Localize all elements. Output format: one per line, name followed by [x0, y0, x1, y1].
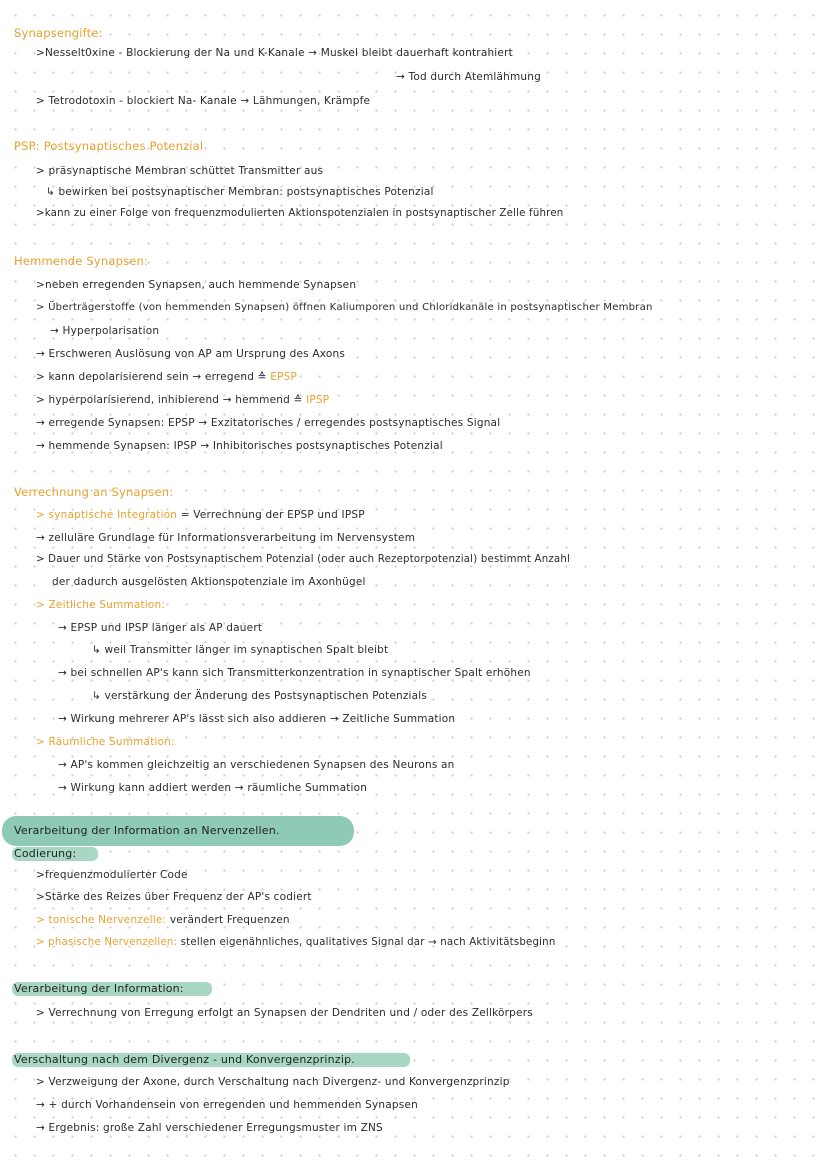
- note-line: > präsynaptische Membran schüttet Transmitter aus: [36, 165, 324, 177]
- subheading-zeitliche-summation: > Zeitliche Summation:: [36, 599, 166, 611]
- note-line: >frequenzmodulierter Code: [36, 869, 188, 881]
- note-line: > Verzweigung der Axone, durch Verschaltung nach Divergenz- und Konvergenzprinzip: [36, 1076, 510, 1088]
- heading-hemmende-synapsen: Hemmende Synapsen:: [14, 254, 149, 268]
- term-epsp: EPSP: [270, 371, 297, 383]
- term-ipsp: IPSP: [306, 394, 330, 406]
- heading-synapsengifte: Synapsengifte:: [14, 26, 103, 40]
- note-line: > Verrechnung von Erregung erfolgt an Synapsen der Dendriten und / oder des Zellkörpers: [36, 1007, 533, 1019]
- note-line: der dadurch ausgelösten Aktionspotenziale im Axonhügel: [52, 576, 366, 588]
- note-line: → + durch Vorhandensein von erregenden und hemmenden Synapsen: [36, 1099, 418, 1111]
- heading-verarbeitung-information: Verarbeitung der Information:: [14, 982, 184, 995]
- note-line: → erregende Synapsen: EPSP → Exzitatorisches / erregendes postsynaptisches Signal: [36, 417, 501, 429]
- note-line: → Ergebnis: große Zahl verschiedener Erregungsmuster im ZNS: [36, 1122, 383, 1134]
- note-text: stellen eigenähnliches, qualitatives Signal dar → nach Aktivitätsbeginn: [180, 937, 556, 948]
- note-line: >neben erregenden Synapsen, auch hemmende Synapsen: [36, 279, 357, 291]
- note-line: → EPSP und IPSP länger als AP dauert: [58, 622, 263, 634]
- note-line: >Nesselt0xine - Blockierung der Na und K-Kanale → Muskel bleibt dauerhaft kontrahiert: [36, 47, 513, 59]
- note-line: → Wirkung mehrerer AP's lässt sich also addieren → Zeitliche Summation: [58, 713, 456, 725]
- term-phasische-nervenzellen: > phasische Nervenzellen:: [36, 937, 178, 948]
- note-text: = Verrechnung der EPSP und IPSP: [180, 509, 365, 521]
- note-line: ↳ bewirken bei postsynaptischer Membran: postsynaptisches Potenzial: [46, 186, 434, 198]
- heading-codierung: Codierung:: [14, 847, 77, 860]
- term-tonische-nervenzelle: > tonische Nervenzelle:: [36, 914, 167, 926]
- note-line: → Hyperpolarisation: [50, 325, 160, 337]
- note-line: [36, 370, 297, 384]
- note-text: > kann depolarisierend sein → erregend ≙: [36, 371, 267, 383]
- section-banner-title: Verarbeitung der Information an Nervenzellen.: [14, 824, 280, 837]
- note-line: >kann zu einer Folge von frequenzmodulierten Aktionspotenzialen in postsynaptischer Zelle führen: [36, 208, 564, 219]
- note-text: > hyperpolarisierend, inhibierend → hemmend ≙: [36, 394, 303, 406]
- heading-verrechnung: Verrechnung an Synapsen:: [14, 485, 174, 499]
- note-line: > Tetrodotoxin - blockiert Na- Kanale → Lähmungen, Krämpfe: [36, 95, 371, 107]
- term-synaptische-integration: > synaptische Integration: [36, 509, 178, 521]
- note-line: [36, 913, 290, 927]
- note-text: verändert Frequenzen: [169, 914, 290, 926]
- note-line: → bei schnellen AP's kann sich Transmitterkonzentration in synaptischer Spalt erhöhen: [58, 667, 531, 679]
- note-line: → AP's kommen gleichzeitig an verschiedenen Synapsen des Neurons an: [58, 759, 455, 771]
- note-line: → zelluläre Grundlage für Informationsverarbeitung im Nervensystem: [36, 532, 416, 544]
- note-line: → Wirkung kann addiert werden → räumliche Summation: [58, 782, 368, 794]
- note-line: >Stärke des Reizes über Frequenz der AP's codiert: [36, 891, 312, 903]
- note-line: → Tod durch Atemlähmung: [396, 71, 541, 83]
- note-line: > Dauer und Stärke von Postsynaptischem Potenzial (oder auch Rezeptorpotenzial) bestimmt Anzahl: [36, 554, 571, 565]
- note-line: [36, 936, 556, 950]
- note-line: → Erschweren Auslösung von AP am Ursprung des Axons: [36, 348, 346, 360]
- heading-psp: PSP: Postsynaptisches Potenzial: [14, 139, 204, 153]
- note-line: ↳ weil Transmitter länger im synaptischen Spalt bleibt: [92, 644, 389, 656]
- note-line: [36, 508, 365, 522]
- note-line: [36, 393, 329, 407]
- note-line: ↳ verstärkung der Änderung des Postsynaptischen Potenzials: [92, 690, 428, 702]
- note-line: → hemmende Synapsen: IPSP → Inhibitorisches postsynaptisches Potenzial: [36, 440, 443, 452]
- heading-verschaltung: Verschaltung nach dem Divergenz - und Konvergenzprinzip.: [14, 1053, 355, 1066]
- note-line: > Überträgerstoffe (von hemmenden Synapsen) öffnen Kaliumporen und Chloridkanäle in postsynaptischer Membran: [36, 302, 653, 313]
- subheading-raeumliche-summation: > Räumliche Summation:: [36, 736, 175, 748]
